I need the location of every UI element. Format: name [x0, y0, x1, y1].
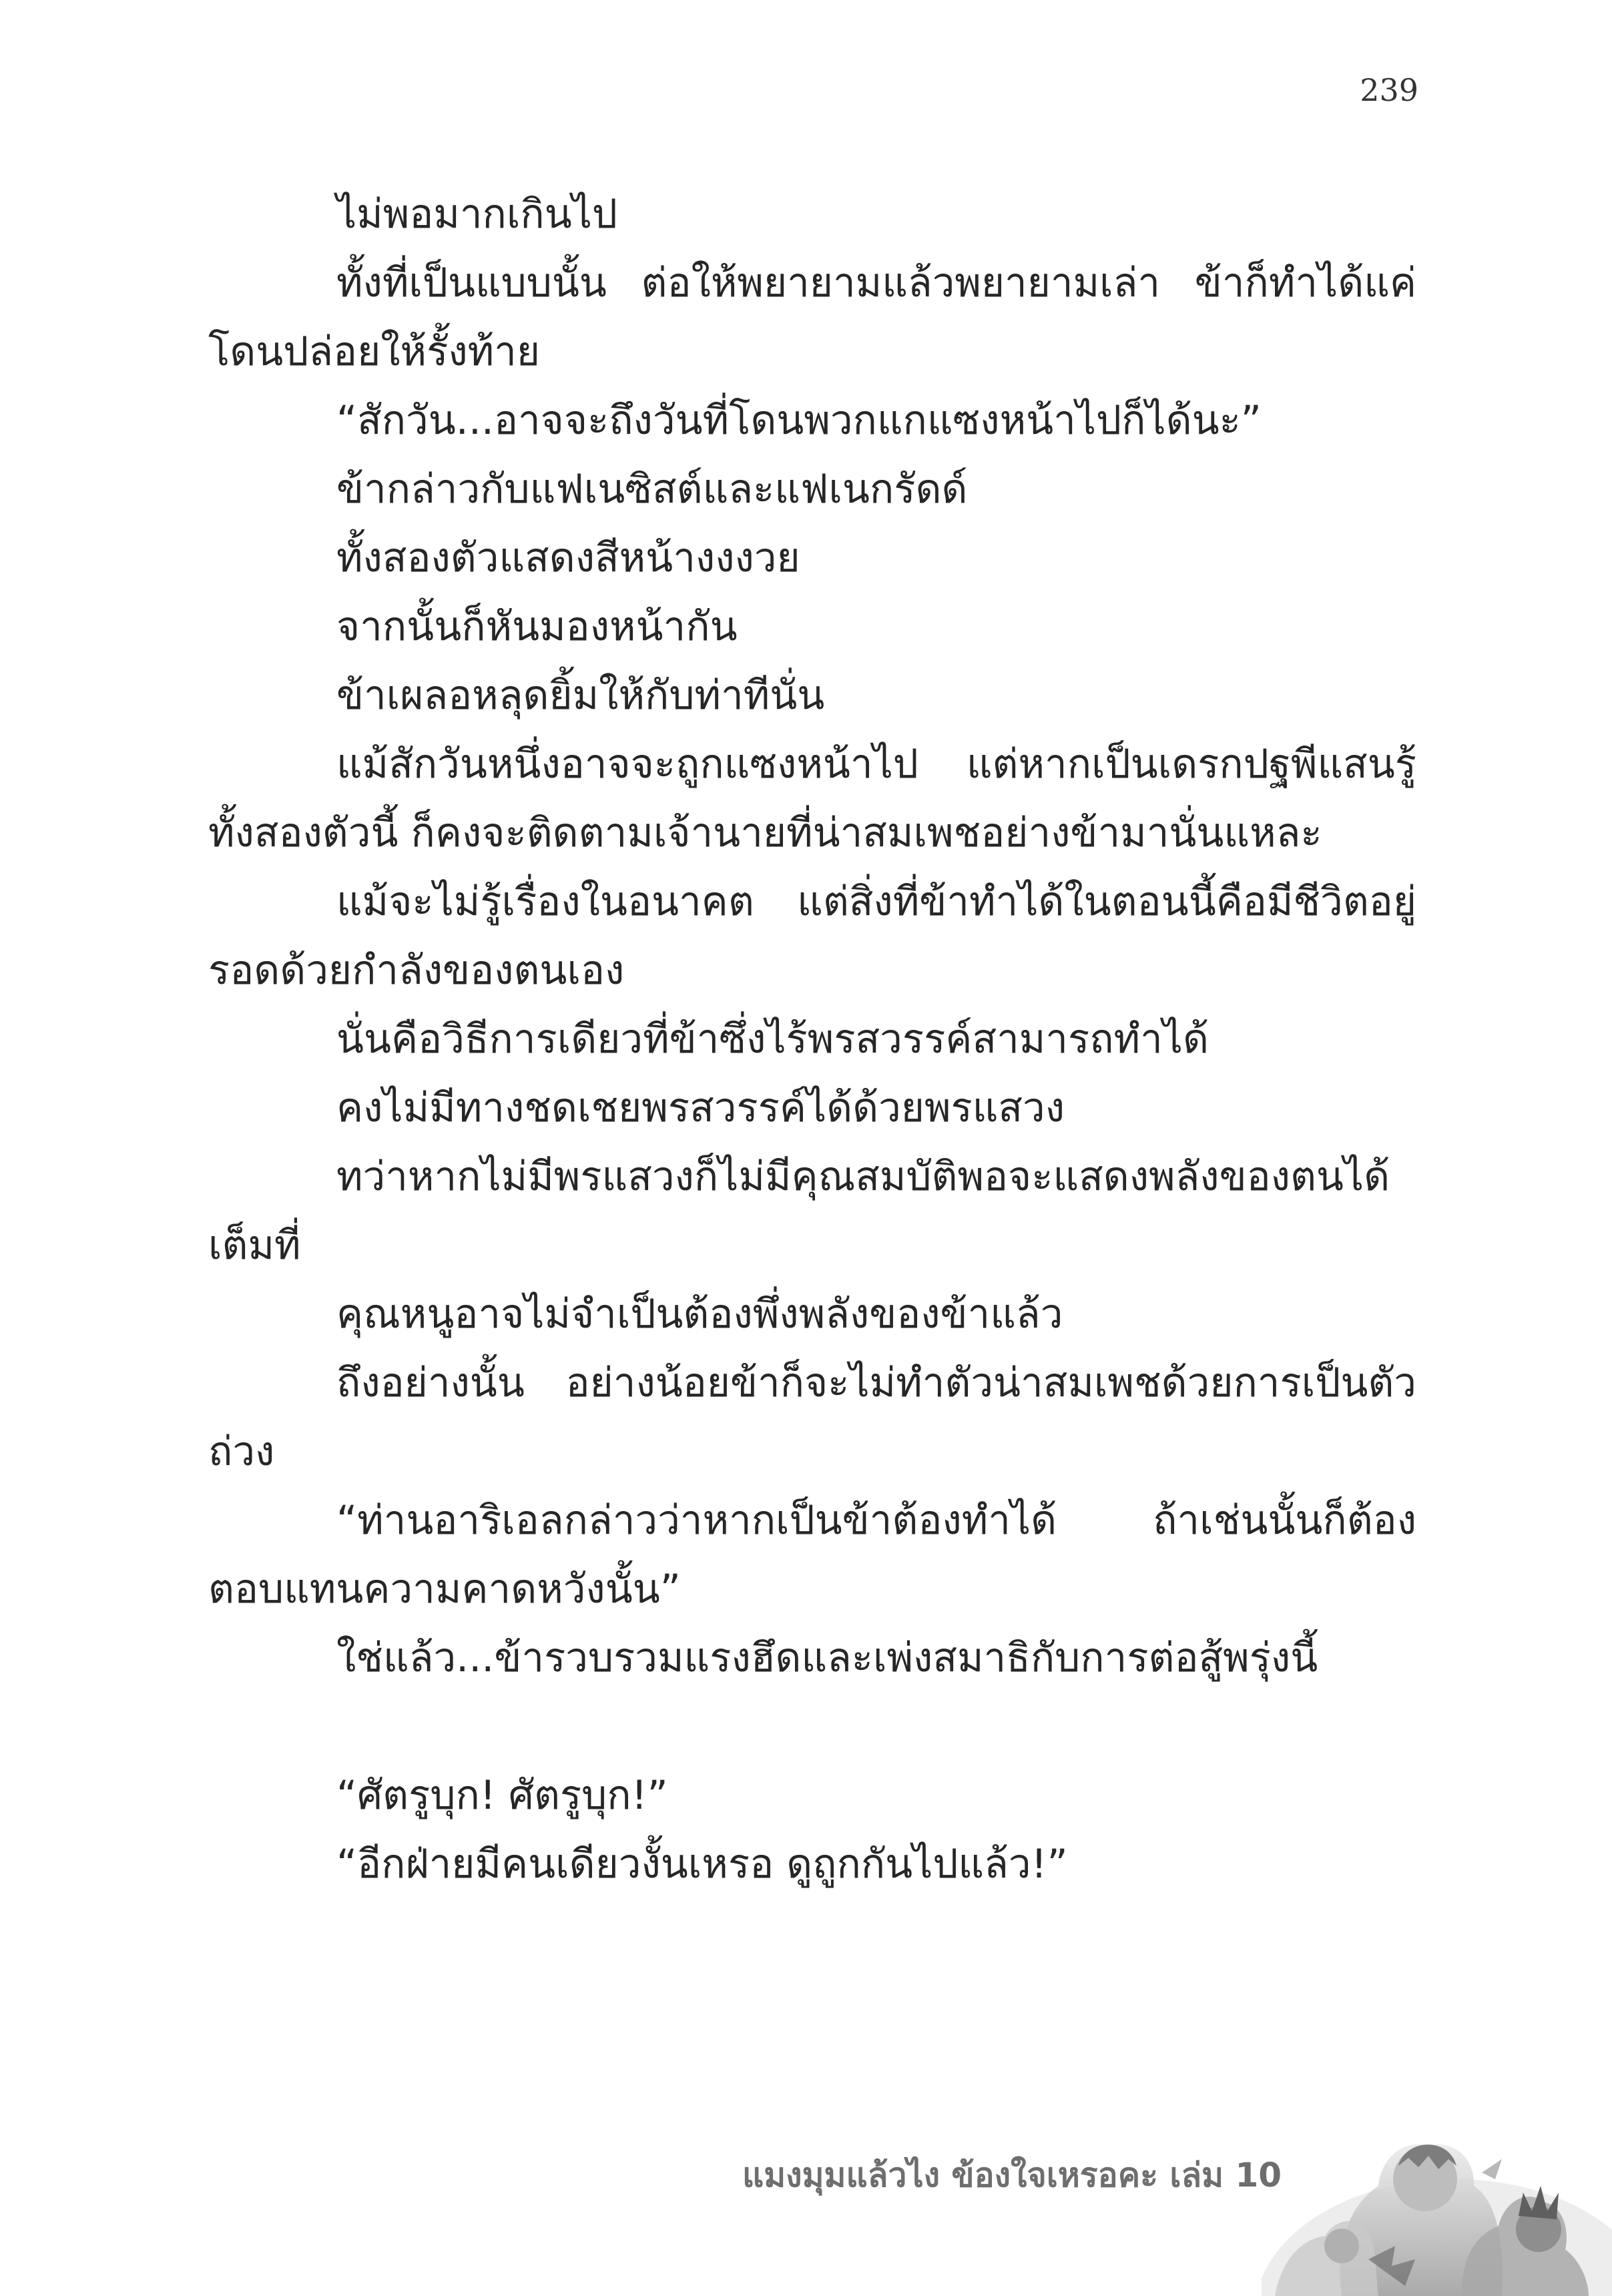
page-number: 239 [1360, 72, 1418, 108]
paragraph: ไม่พอมากเกินไป [336, 191, 617, 238]
paragraph: ทั้งที่เป็นแบบนั้น ต่อให้พยายามแล้วพยายามเล่า ข้าก็ทำได้แค่โดนปล่อยให้รั้งท้าย [208, 260, 1416, 375]
paragraph: คงไม่มีทางชดเชยพรสวรรค์ได้ด้วยพรแสวง [336, 1085, 1065, 1131]
paragraph: ข้ากล่าวกับแฟเนซิสต์และแฟเนกรัดด์ [336, 466, 968, 513]
paragraph: “สักวัน...อาจจะถึงวันที่โดนพวกแกแซงหน้าไปก็ได้นะ” [336, 397, 1262, 444]
paragraph: ทั้งสองตัวแสดงสีหน้างงงวย [336, 535, 800, 581]
paragraph: นั่นคือวิธีการเดียวที่ข้าซึ่งไร้พรสวรรค์สามารถทำได้ [336, 1016, 1209, 1063]
footer-book-title: แมงมุมแล้วไง ข้องใจเหรอคะ เล่ม 10 [742, 2156, 1282, 2195]
paragraph: “อีกฝ่ายมีคนเดียวงั้นเหรอ ดูถูกกันไปแล้ว!” [336, 1841, 1068, 1888]
paragraph: จากนั้นก็หันมองหน้ากัน [336, 603, 738, 650]
paragraph: ทว่าหากไม่มีพรแสวงก็ไม่มีคุณสมบัติพอจะแสดงพลังของตนได้เต็มที่ [208, 1153, 1390, 1269]
body-text [208, 180, 1416, 1899]
paragraph: “ท่านอาริเอลกล่าวว่าหากเป็นข้าต้องทำได้ ถ้าเช่นนั้นก็ต้องตอบแทนความคาดหวังนั้น” [208, 1497, 1416, 1613]
paragraph: ถึงอย่างนั้น อย่างน้อยข้าก็จะไม่ทำตัวน่าสมเพชด้วยการเป็นตัวถ่วง [208, 1360, 1416, 1475]
character-group-illustration-icon [1262, 2092, 1612, 2296]
paragraph: คุณหนูอาจไม่จำเป็นต้องพึ่งพลังของข้าแล้ว [336, 1291, 1063, 1338]
paragraph: ข้าเผลอหลุดยิ้มให้กับท่าทีนั่น [336, 672, 825, 719]
paragraph: แม้จะไม่รู้เรื่องในอนาคต แต่สิ่งที่ข้าทำได้ในตอนนี้คือมีชีวิตอยู่รอดด้วยกำลังของตนเอง [208, 878, 1416, 994]
paragraph: แม้สักวันหนึ่งอาจจะถูกแซงหน้าไป แต่หากเป็นเดรกปฐพีแสนรู้ทั้งสองตัวนี้ ก็คงจะติดตามเจ้านายที่น่าสมเพชอย่างข้ามานั่นแหละ [208, 741, 1416, 856]
paragraph: ใช่แล้ว...ข้ารวบรวมแรงฮึดและเพ่งสมาธิกับการต่อสู้พรุ่งนี้ [336, 1635, 1318, 1681]
paragraph: “ศัตรูบุก! ศัตรูบุก!” [336, 1772, 668, 1819]
